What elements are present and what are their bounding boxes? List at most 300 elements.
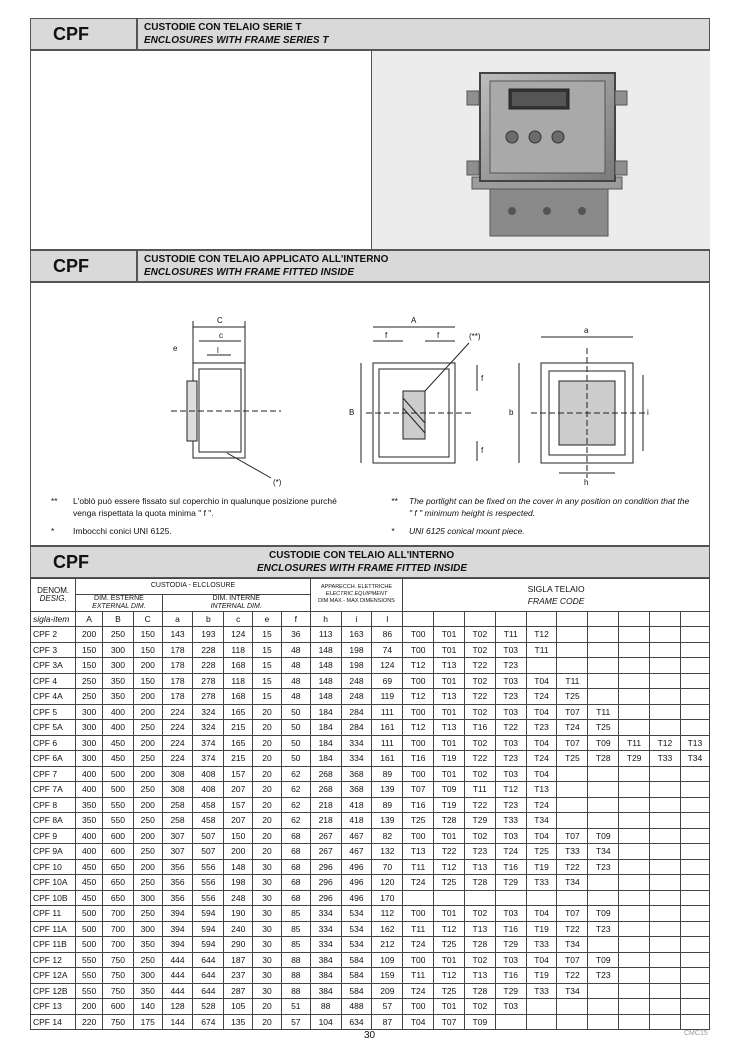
- frame-code-cell: [619, 658, 650, 674]
- dimension-cell: 215: [224, 720, 253, 736]
- column-label: sigla-item: [31, 611, 76, 627]
- dimension-cell: 148: [310, 689, 341, 705]
- dimension-cell: 500: [102, 782, 133, 798]
- frame-code-cell: T23: [495, 658, 526, 674]
- header-row-1: [31, 579, 710, 595]
- dimension-cell: 30: [253, 921, 282, 937]
- dimension-cell: 674: [193, 1014, 224, 1030]
- frame-label-en: FRAME CODE: [527, 595, 585, 606]
- frame-code-cell: [557, 627, 588, 643]
- frame-code-cell: [588, 766, 619, 782]
- frame-code-cell: T22: [557, 921, 588, 937]
- dimension-cell: 200: [133, 735, 162, 751]
- frame-code-cell: [680, 875, 709, 891]
- frame-code-cell: T23: [588, 859, 619, 875]
- frame-code-cell: T00: [403, 735, 434, 751]
- denom-label: DENOM.: [37, 585, 70, 595]
- table-row: [31, 1014, 710, 1030]
- dimension-cell: 150: [76, 658, 103, 674]
- frame-code-cell: T02: [464, 704, 495, 720]
- frame-code-cell: [464, 890, 495, 906]
- dimension-cell: 444: [162, 952, 193, 968]
- dimension-cell: 458: [193, 797, 224, 813]
- dimension-cell: 550: [76, 968, 103, 984]
- dimension-cell: 140: [133, 999, 162, 1015]
- dimension-cell: 184: [310, 704, 341, 720]
- dimension-cell: 556: [193, 875, 224, 891]
- frame-code-cell: T01: [434, 952, 465, 968]
- dimension-cell: 278: [193, 673, 224, 689]
- note-mark: *: [391, 526, 395, 536]
- table-row: [31, 797, 710, 813]
- note-mark: **: [391, 496, 398, 506]
- dimension-cell: 161: [372, 720, 403, 736]
- frame-code-cell: T13: [434, 689, 465, 705]
- dimension-cell: 250: [76, 689, 103, 705]
- dimension-cell: 20: [253, 720, 282, 736]
- column-label: e: [253, 611, 282, 627]
- frame-code-cell: [588, 642, 619, 658]
- dimension-cell: 350: [133, 937, 162, 953]
- dimension-cell: 178: [162, 689, 193, 705]
- side-view-drawing: [171, 321, 281, 478]
- footer-code: CMC15: [684, 1030, 708, 1037]
- frame-code-cell: T07: [434, 1014, 465, 1030]
- frame-code-cell: [557, 1014, 588, 1030]
- frame-code-cell: T12: [495, 782, 526, 798]
- frame-code-cell: [526, 1014, 557, 1030]
- dimension-cell: 111: [372, 735, 403, 751]
- dimension-cell: 30: [253, 859, 282, 875]
- table-row: [31, 952, 710, 968]
- frame-code-cell: T23: [526, 720, 557, 736]
- model-cell: CPF 3A: [31, 658, 76, 674]
- frame-code-cell: T22: [464, 797, 495, 813]
- frame-code-column: [464, 611, 495, 627]
- dimension-cell: 644: [193, 968, 224, 984]
- dimension-cell: 450: [76, 890, 103, 906]
- table-row: [31, 642, 710, 658]
- frame-code-cell: T12: [526, 627, 557, 643]
- frame-code-cell: T09: [588, 735, 619, 751]
- dimension-cell: 594: [193, 906, 224, 922]
- dimension-cell: 109: [372, 952, 403, 968]
- column-label: A: [76, 611, 103, 627]
- dimension-cell: 82: [372, 828, 403, 844]
- dimension-cell: 700: [102, 937, 133, 953]
- frame-code-cell: [588, 627, 619, 643]
- frame-code-cell: [680, 627, 709, 643]
- frame-code-cell: T22: [557, 859, 588, 875]
- frame-code-cell: [619, 844, 650, 860]
- frame-code-cell: T13: [434, 720, 465, 736]
- note-text: L'oblò può essere fissato sul coperchio in qualunque posizione purché venga rispettata la quota minima " f ".: [73, 496, 337, 518]
- table-row: [31, 673, 710, 689]
- table-row: [31, 766, 710, 782]
- denom-header: [31, 579, 76, 612]
- frame-code-cell: [588, 782, 619, 798]
- dimension-cell: 458: [193, 813, 224, 829]
- dimension-cell: 500: [76, 906, 103, 922]
- dimension-cell: 550: [76, 952, 103, 968]
- section-title-en: ENCLOSURES WITH FRAME FITTED INSIDE: [144, 267, 354, 278]
- frame-code-cell: T23: [588, 921, 619, 937]
- dimension-cell: 124: [372, 658, 403, 674]
- frame-code-cell: [495, 1014, 526, 1030]
- dimension-cell: 224: [162, 720, 193, 736]
- dimension-cell: 350: [133, 983, 162, 999]
- dimension-cell: 384: [310, 952, 341, 968]
- model-cell: CPF 12A: [31, 968, 76, 984]
- frame-code-cell: [650, 797, 681, 813]
- dimension-cell: 268: [310, 766, 341, 782]
- dimension-cell: 198: [224, 875, 253, 891]
- dimension-cell: 750: [102, 983, 133, 999]
- frame-code-cell: T25: [434, 937, 465, 953]
- dimension-cell: 250: [76, 673, 103, 689]
- frame-code-cell: [619, 890, 650, 906]
- frame-code-column: [619, 611, 650, 627]
- dimension-cell: 300: [76, 751, 103, 767]
- dimension-cell: 600: [102, 828, 133, 844]
- table-row: [31, 921, 710, 937]
- frame-code-cell: [680, 766, 709, 782]
- dimension-cell: 104: [310, 1014, 341, 1030]
- dimension-cell: 300: [133, 921, 162, 937]
- table-body: [31, 627, 710, 1030]
- dim-label-c: c: [219, 331, 223, 340]
- frame-code-cell: T03: [495, 704, 526, 720]
- frame-code-cell: T00: [403, 673, 434, 689]
- frame-code-cell: T22: [464, 658, 495, 674]
- frame-code-cell: [650, 921, 681, 937]
- frame-code-cell: T28: [464, 983, 495, 999]
- frame-code-cell: [588, 890, 619, 906]
- dimension-cell: 20: [253, 766, 282, 782]
- dimension-cell: 218: [310, 813, 341, 829]
- frame-code-cell: T09: [588, 906, 619, 922]
- frame-code-cell: [650, 627, 681, 643]
- frame-code-cell: T04: [526, 704, 557, 720]
- dimension-cell: 228: [193, 642, 224, 658]
- table-row: [31, 906, 710, 922]
- frame-code-cell: T12: [434, 859, 465, 875]
- internal-label-en: INTERNAL DIM.: [210, 602, 262, 610]
- enclosure-header: [76, 579, 310, 595]
- frame-code-cell: T04: [526, 906, 557, 922]
- frame-code-column: [403, 611, 434, 627]
- dimension-cell: 150: [224, 828, 253, 844]
- frame-code-cell: T22: [495, 720, 526, 736]
- dimension-cell: 290: [224, 937, 253, 953]
- dimension-cell: 85: [281, 921, 310, 937]
- frame-code-cell: [650, 906, 681, 922]
- dimension-cell: 384: [310, 983, 341, 999]
- dimension-cell: 209: [372, 983, 403, 999]
- dimension-cell: 88: [281, 952, 310, 968]
- frame-code-cell: T33: [650, 751, 681, 767]
- frame-code-cell: [619, 797, 650, 813]
- dimension-cell: 356: [162, 875, 193, 891]
- frame-code-cell: T12: [434, 921, 465, 937]
- frame-code-cell: [619, 627, 650, 643]
- column-label: h: [310, 611, 341, 627]
- dimension-cell: 556: [193, 859, 224, 875]
- dimension-cell: 68: [281, 859, 310, 875]
- frame-code-cell: T00: [403, 704, 434, 720]
- dimension-cell: 88: [281, 968, 310, 984]
- table-row: [31, 859, 710, 875]
- dimensions-table: [30, 578, 710, 1030]
- dimension-cell: 550: [76, 983, 103, 999]
- note-en-2: [391, 525, 691, 537]
- dimension-cell: 15: [253, 658, 282, 674]
- frame-code-cell: T02: [464, 952, 495, 968]
- equipment-label-en: ELECTRIC EQUIPMENT: [325, 591, 388, 598]
- dimension-cell: 394: [162, 937, 193, 953]
- dimension-cell: 118: [224, 642, 253, 658]
- frame-code-cell: [619, 968, 650, 984]
- frame-code-cell: [680, 968, 709, 984]
- model-cell: CPF 9A: [31, 844, 76, 860]
- frame-code-cell: T11: [557, 673, 588, 689]
- frame-code-cell: [680, 658, 709, 674]
- frame-code-cell: T34: [680, 751, 709, 767]
- dimension-cell: 496: [341, 890, 372, 906]
- column-label: f: [281, 611, 310, 627]
- dimension-cell: 408: [193, 782, 224, 798]
- dimension-cell: 150: [133, 642, 162, 658]
- dimension-cell: 556: [193, 890, 224, 906]
- frame-code-cell: T03: [495, 673, 526, 689]
- dimension-cell: 334: [341, 751, 372, 767]
- frame-code-cell: T01: [434, 906, 465, 922]
- dimension-cell: 496: [341, 859, 372, 875]
- frame-code-cell: [650, 875, 681, 891]
- model-cell: CPF 6: [31, 735, 76, 751]
- note-text: Imbocchi conici UNI 6125.: [73, 526, 172, 536]
- dimension-cell: 30: [253, 983, 282, 999]
- dimension-cell: 20: [253, 735, 282, 751]
- dimension-cell: 250: [133, 751, 162, 767]
- dimension-cell: 594: [193, 921, 224, 937]
- model-cell: CPF 11: [31, 906, 76, 922]
- frame-code-cell: T34: [557, 937, 588, 953]
- frame-label-it: SIGLA TELAIO: [527, 583, 585, 594]
- table-row: [31, 983, 710, 999]
- frame-code-cell: T29: [464, 813, 495, 829]
- frame-code-cell: [650, 813, 681, 829]
- frame-code-cell: T04: [526, 735, 557, 751]
- table-row: [31, 627, 710, 643]
- note-text: UNI 6125 conical mount piece.: [409, 526, 525, 536]
- dimension-cell: 150: [76, 642, 103, 658]
- frame-code-cell: T24: [557, 720, 588, 736]
- dimension-cell: 51: [281, 999, 310, 1015]
- table-row: [31, 782, 710, 798]
- dimension-cell: 368: [341, 766, 372, 782]
- frame-code-cell: [495, 890, 526, 906]
- dimension-cell: 267: [310, 844, 341, 860]
- dimension-cell: 178: [162, 658, 193, 674]
- dimension-cell: 36: [281, 627, 310, 643]
- dimension-cell: 496: [341, 875, 372, 891]
- dimension-cell: 168: [224, 658, 253, 674]
- dimension-cell: 350: [76, 813, 103, 829]
- frame-code-cell: T02: [464, 673, 495, 689]
- dimension-cell: 193: [193, 627, 224, 643]
- dimension-cell: 215: [224, 751, 253, 767]
- dimension-cell: 394: [162, 906, 193, 922]
- frame-code-cell: [619, 921, 650, 937]
- dimension-cell: 200: [133, 766, 162, 782]
- section-code: CPF: [53, 24, 89, 44]
- dimension-cell: 187: [224, 952, 253, 968]
- frame-code-cell: [650, 844, 681, 860]
- frame-code-cell: T19: [434, 797, 465, 813]
- dimension-cell: 139: [372, 782, 403, 798]
- frame-code-cell: [619, 673, 650, 689]
- dimension-cell: 308: [162, 766, 193, 782]
- dimension-cell: 644: [193, 983, 224, 999]
- note-mark: *: [51, 526, 55, 536]
- model-cell: CPF 7A: [31, 782, 76, 798]
- frame-code-cell: [526, 999, 557, 1015]
- dimension-cell: 507: [193, 844, 224, 860]
- frame-code-cell: [588, 875, 619, 891]
- enclosure-photo: [371, 51, 710, 249]
- dimension-cell: 248: [224, 890, 253, 906]
- dimension-cell: 296: [310, 875, 341, 891]
- frame-code-cell: T16: [495, 968, 526, 984]
- dimension-cell: 48: [281, 689, 310, 705]
- frame-code-cell: T00: [403, 952, 434, 968]
- frame-code-cell: T02: [464, 627, 495, 643]
- dimension-cell: 467: [341, 828, 372, 844]
- frame-code-cell: [650, 766, 681, 782]
- dimension-cell: 20: [253, 813, 282, 829]
- dimension-cell: 212: [372, 937, 403, 953]
- frame-code-cell: T22: [434, 844, 465, 860]
- dimension-cell: 258: [162, 813, 193, 829]
- frame-code-cell: [680, 828, 709, 844]
- frame-code-cell: T33: [557, 844, 588, 860]
- model-cell: CPF 10: [31, 859, 76, 875]
- dimension-cell: 148: [310, 642, 341, 658]
- frame-code-cell: [619, 813, 650, 829]
- frame-code-cell: [557, 813, 588, 829]
- frame-code-cell: [650, 658, 681, 674]
- dimension-cell: 700: [102, 921, 133, 937]
- frame-code-cell: [650, 983, 681, 999]
- frame-code-cell: T03: [495, 952, 526, 968]
- dimension-cell: 374: [193, 735, 224, 751]
- dimension-cell: 224: [162, 735, 193, 751]
- dim-label-i: i: [647, 408, 649, 417]
- frame-code-cell: [680, 720, 709, 736]
- section-header-series-t: [30, 18, 710, 50]
- dimension-cell: 250: [133, 720, 162, 736]
- dimension-cell: 284: [341, 704, 372, 720]
- frame-code-cell: T33: [526, 983, 557, 999]
- dimension-cell: 250: [133, 952, 162, 968]
- dimension-cell: 159: [372, 968, 403, 984]
- frame-code-cell: T01: [434, 999, 465, 1015]
- desig-label: DESIG.: [39, 593, 67, 603]
- frame-code-cell: T19: [526, 921, 557, 937]
- dim-label-star1: (*): [273, 478, 282, 487]
- dim-label-b: b: [509, 408, 514, 417]
- dimension-cell: 500: [76, 937, 103, 953]
- frame-code-cell: T00: [403, 906, 434, 922]
- frame-code-cell: T25: [557, 751, 588, 767]
- frame-code-cell: [680, 844, 709, 860]
- dimension-cell: 163: [341, 627, 372, 643]
- dim-label-star2: (**): [469, 332, 481, 341]
- frame-code-cell: T04: [526, 828, 557, 844]
- dimension-cell: 200: [133, 704, 162, 720]
- dimension-cell: 368: [341, 782, 372, 798]
- frame-code-column: [680, 611, 709, 627]
- dimension-cell: 218: [310, 797, 341, 813]
- dimension-cell: 296: [310, 859, 341, 875]
- model-cell: CPF 4A: [31, 689, 76, 705]
- dimension-cell: 74: [372, 642, 403, 658]
- frame-code-cell: T13: [403, 844, 434, 860]
- dimension-cell: 400: [76, 766, 103, 782]
- dimension-cell: 30: [253, 937, 282, 953]
- dimension-cell: 20: [253, 797, 282, 813]
- dimension-cell: 20: [253, 999, 282, 1015]
- dimension-cell: 444: [162, 983, 193, 999]
- dimension-cell: 200: [133, 797, 162, 813]
- dimension-cell: 15: [253, 673, 282, 689]
- frame-code-cell: [619, 999, 650, 1015]
- frame-code-column: [588, 611, 619, 627]
- frame-code-cell: T34: [526, 813, 557, 829]
- dimension-cell: 111: [372, 704, 403, 720]
- frame-code-cell: [619, 828, 650, 844]
- dimension-cell: 62: [281, 782, 310, 798]
- dimension-cell: 178: [162, 673, 193, 689]
- enclosure-illustration: [372, 51, 710, 249]
- dimension-cell: 334: [310, 906, 341, 922]
- column-label: b: [193, 611, 224, 627]
- dimension-cell: 190: [224, 906, 253, 922]
- dimension-cell: 334: [310, 921, 341, 937]
- frame-code-cell: T02: [464, 642, 495, 658]
- frame-code-cell: T12: [403, 720, 434, 736]
- frame-code-cell: T13: [464, 859, 495, 875]
- dimension-cell: 30: [253, 968, 282, 984]
- frame-code-cell: T25: [526, 844, 557, 860]
- table-row: [31, 704, 710, 720]
- table-row: [31, 999, 710, 1015]
- table-row: [31, 828, 710, 844]
- frame-code-cell: [680, 859, 709, 875]
- dimension-cell: 650: [102, 890, 133, 906]
- dimension-cell: 165: [224, 735, 253, 751]
- frame-code-column: [557, 611, 588, 627]
- dimension-cell: 750: [102, 1014, 133, 1030]
- dimension-cell: 30: [253, 875, 282, 891]
- dimension-cell: 165: [224, 704, 253, 720]
- frame-code-cell: T00: [403, 627, 434, 643]
- dimension-cell: 248: [341, 689, 372, 705]
- section-title-it: CUSTODIE CON TELAIO SERIE T: [144, 22, 302, 33]
- frame-code-cell: T03: [495, 642, 526, 658]
- dimension-cell: 184: [310, 735, 341, 751]
